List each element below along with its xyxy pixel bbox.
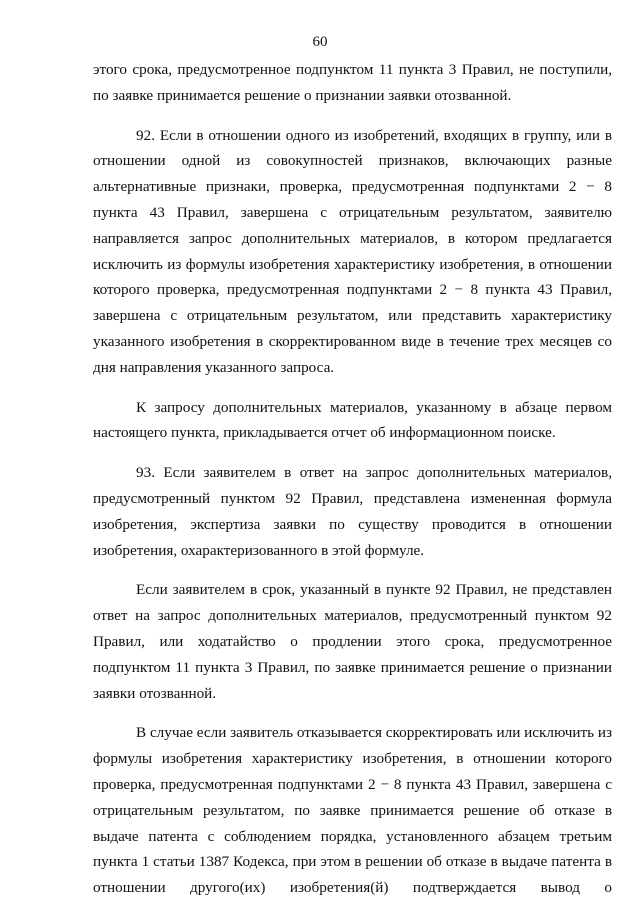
text-line: завершена с отрицательным результатом, или представить характеристику — [93, 307, 612, 325]
text-line: пункта 1 статьи 1387 Кодекса, при этом в решении об отказе в выдаче патента в — [93, 853, 612, 871]
text-line: проверка, предусмотренная подпунктами 2 − 8 пункта 43 Правил, завершена с — [93, 775, 612, 793]
text-line: Если заявителем в срок, указанный в пункте 92 Правил, не представлен — [136, 581, 612, 599]
text-line: указанного изобретения в скорректированном виде в течение трех месяцев со — [93, 332, 612, 350]
paragraph-item-93 — [93, 460, 612, 563]
text-line: дня направления указанного запроса. — [93, 358, 335, 376]
text-line: по заявке принимается решение о признании заявки отозванной. — [93, 86, 512, 104]
text-line: отношении одной из совокупностей признаков, включающих разные — [93, 152, 612, 170]
text-line: отношении другого(их) изобретения(й) подтверждается вывод о — [93, 879, 612, 897]
text-line: Правил, или ходатайство о продлении этого срока, предусмотренное — [93, 632, 612, 650]
text-line: 92. Если в отношении одного из изобретений, входящих в группу, или в — [136, 126, 612, 144]
text-line: этого срока, предусмотренное подпунктом 11 пункта 3 Правил, не поступили, — [93, 61, 612, 78]
text-line: альтернативные признаки, проверка, предусмотренная подпунктами 2 − 8 — [93, 178, 612, 196]
text-line: изобретения, экспертиза заявки по существу проводится в отношении — [93, 515, 612, 533]
text-line: предусмотренный пунктом 92 Правил, представлена измененная формула — [93, 489, 612, 507]
text-line: которого проверка, предусмотренная подпунктами 2 − 8 пункта 43 Правил, — [93, 281, 612, 299]
text-line: направляется запрос дополнительных материалов, в котором предлагается — [93, 229, 612, 247]
text-line: заявки отозванной. — [93, 684, 217, 702]
text-line: В случае если заявитель отказывается скорректировать или исключить из — [136, 724, 612, 742]
text-line: ответ на запрос дополнительных материалов, предусмотренный пунктом 92 — [93, 607, 612, 625]
paragraph-continuation — [93, 57, 612, 109]
text-line: пункта 43 Правил, завершена с отрицательным результатом, заявителю — [93, 203, 612, 221]
paragraph-item-92 — [93, 123, 612, 381]
text-line: 93. Если заявителем в ответ на запрос дополнительных материалов, — [136, 464, 612, 482]
text-line: подпунктом 11 пункта 3 Правил, по заявке принимается решение о признании — [93, 658, 612, 676]
document-body — [93, 57, 612, 901]
paragraph-refusal — [93, 720, 612, 901]
page-number: 60 — [312, 34, 328, 50]
text-line: формулы изобретения характеристику изобретения, в отношении которого — [93, 750, 612, 768]
text-line: отрицательным результатом, по заявке принимается решение об отказе в — [93, 801, 612, 819]
paragraph-search-report — [93, 395, 612, 447]
paragraph-no-response — [93, 577, 612, 706]
text-line: К запросу дополнительных материалов, указанному в абзаце первом — [136, 398, 612, 416]
text-line: выдаче патента с соблюдением порядка, установленного абзацем третьим — [93, 827, 612, 845]
text-line: настоящего пункта, прикладывается отчет об информационном поиске. — [93, 424, 556, 442]
text-line: исключить из формулы изобретения характеристику изобретения, в отношении — [93, 255, 612, 273]
text-line: изобретения, охарактеризованного в этой формуле. — [93, 541, 425, 559]
